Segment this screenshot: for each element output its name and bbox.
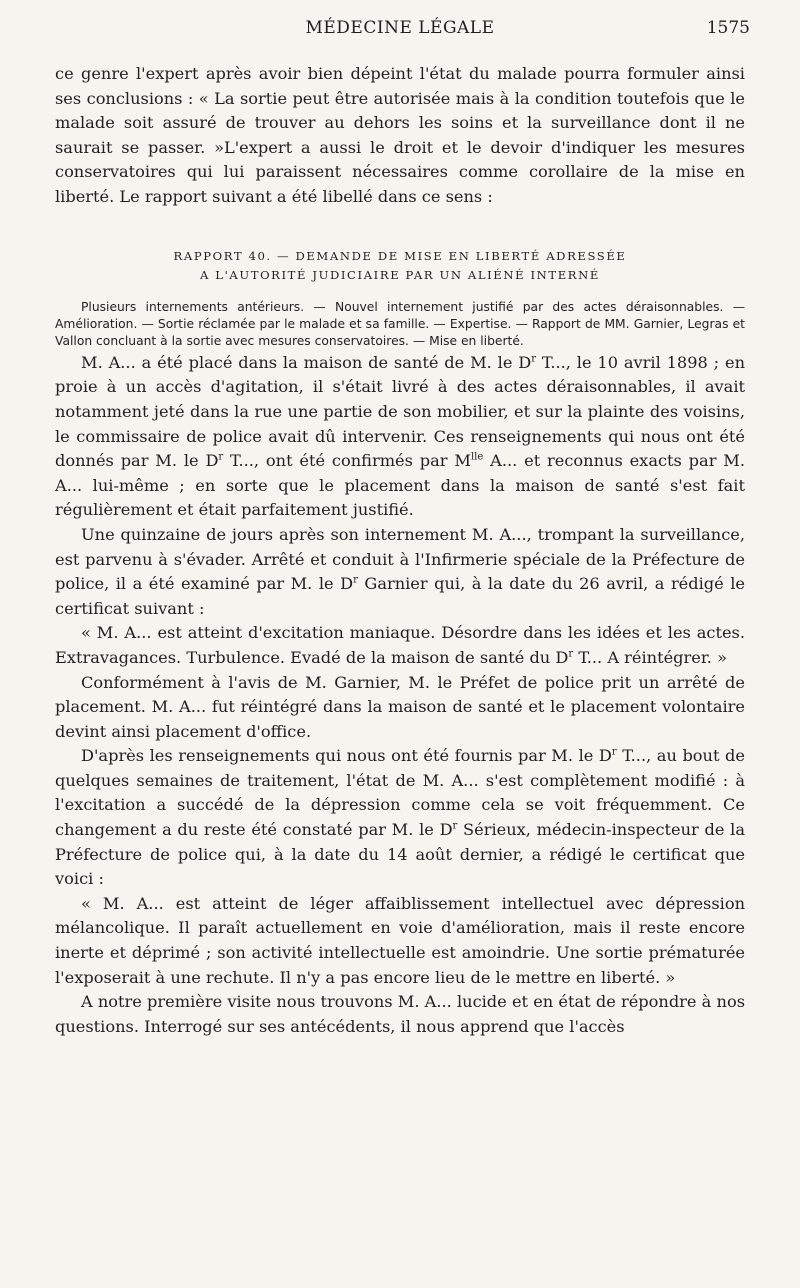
report-heading-line-2: A L'AUTORITÉ JUDICIAIRE PAR UN ALIÉNÉ INTERNÉ <box>200 267 600 282</box>
p3-sup-a: r <box>568 648 574 660</box>
intro-paragraph: ce genre l'expert après avoir bien dépeint l'état du malade pourra formuler ainsi ses conclusions : « La sortie peut être autorisée mais à la condition toutefois que le malade soit assuré de trouver au dehors les soins et la surveillance dont il ne saurait se passer. »L'expert a aussi le droit et le devoir d'indiquer les mesures conservatoires qui lui paraissent nécessaires comme corollaire de la mise en liberté. Le rapport suivant a été libellé dans ce sens : <box>55 64 745 206</box>
p1-sup-a: r <box>531 353 537 365</box>
paragraph-3-certificate <box>55 621 745 670</box>
running-head <box>0 18 800 42</box>
p1-part-c: T..., ont été confirmés par M <box>223 451 471 471</box>
report-heading <box>55 247 745 285</box>
p2-part-b: Garnier qui, à la date du 26 avril, a rédigé le certificat suivant : <box>55 574 746 618</box>
p2-sup-a: r <box>353 574 358 586</box>
p3-part-a: « M. A... est atteint d'excitation maniaque. Désordre dans les idées et les actes. Extravagances. Turbulence. Evadé de la maison de santé du D <box>55 623 745 667</box>
paragraph-2 <box>55 523 745 621</box>
p1-sup-b: r <box>218 451 224 463</box>
page-number: 1575 <box>706 18 750 38</box>
report-heading-line-1: RAPPORT 40. — DEMANDE DE MISE EN LIBERTÉ ADRESSÉE <box>173 248 627 263</box>
p1-part-b: T..., le 10 avril 1898 ; en proie à un accès d'agitation, il s'était livré à des actes déraisonnables, il avait notamment jeté dans la rue une partie de son mobilier, et sur la plainte des voisins, le commissaire de police avait dû intervenir. Ces renseignements qui nous ont été donnés par M. le D <box>55 352 745 471</box>
paragraph-4: Conformément à l'avis de M. Garnier, M. le Préfet de police prit un arrêté de placement. M. A... fut réintégré dans la maison de santé et le placement volontaire devint ainsi placement d'office. <box>55 672 745 741</box>
p1-sup-c: lle <box>470 451 484 463</box>
p5-part-c: Sérieux, médecin-inspecteur de la Préfecture de police qui, à la date du 14 août dernier, a rédigé le certificat que voici : <box>55 820 745 889</box>
p1-part-a: M. A... a été placé dans la maison de santé de M. le D <box>81 352 532 372</box>
p3-part-b: T... A réintégrer. » <box>573 647 727 667</box>
report-summary: Plusieurs internements antérieurs. — Nouvel internement justifié par des actes déraisonnables. — Amélioration. — Sortie réclamée par le malade et sa famille. — Expertise. — Rapport de MM. Garnier, Legras et Vallon concluant à la sortie avec mesures conservatoires. — Mise en liberté. <box>55 299 745 349</box>
paragraph-1 <box>55 351 745 523</box>
body-text <box>55 62 745 1039</box>
p2-part-a: Une quinzaine de jours après son internement M. A..., trompant la surveillance, est parvenu à s'évader. Arrêté et conduit à l'Infirmerie spéciale de la Préfecture de police, il a été examiné par M. le D <box>55 524 745 594</box>
running-title: MÉDECINE LÉGALE <box>305 18 495 38</box>
p5-part-a: D'après les renseignements qui nous ont été fournis par M. le D <box>81 746 612 766</box>
p5-sup-b: r <box>452 820 458 832</box>
p5-sup-a: r <box>611 746 617 758</box>
paragraph-5 <box>55 744 745 892</box>
p1-part-d: A... et reconnus exacts par M. A... lui-même ; en sorte que le placement dans la maison de santé s'est fait régulièrement et était parfaitement justifié. <box>55 451 745 520</box>
paragraph-6-certificate: « M. A... est atteint de léger affaiblissement intellectuel avec dépression mélancolique. Il paraît actuellement en voie d'amélioration, mais il reste encore inerte et déprimé ; son activité intellectuelle est amoindrie. Une sortie prématurée l'exposerait à une rechute. Il n'y a pas encore lieu de le mettre en liberté. » <box>55 893 745 987</box>
p5-part-b: T..., au bout de quelques semaines de traitement, l'état de M. A... s'est complètement modifié : à l'excitation a succédé de la dépression comme cela se voit fréquemment. Ce changement a du reste été constaté par M. le D <box>55 746 745 840</box>
paragraph-7: A notre première visite nous trouvons M. A... lucide et en état de répondre à nos questions. Interrogé sur ses antécédents, il nous apprend que l'accès <box>55 992 745 1036</box>
